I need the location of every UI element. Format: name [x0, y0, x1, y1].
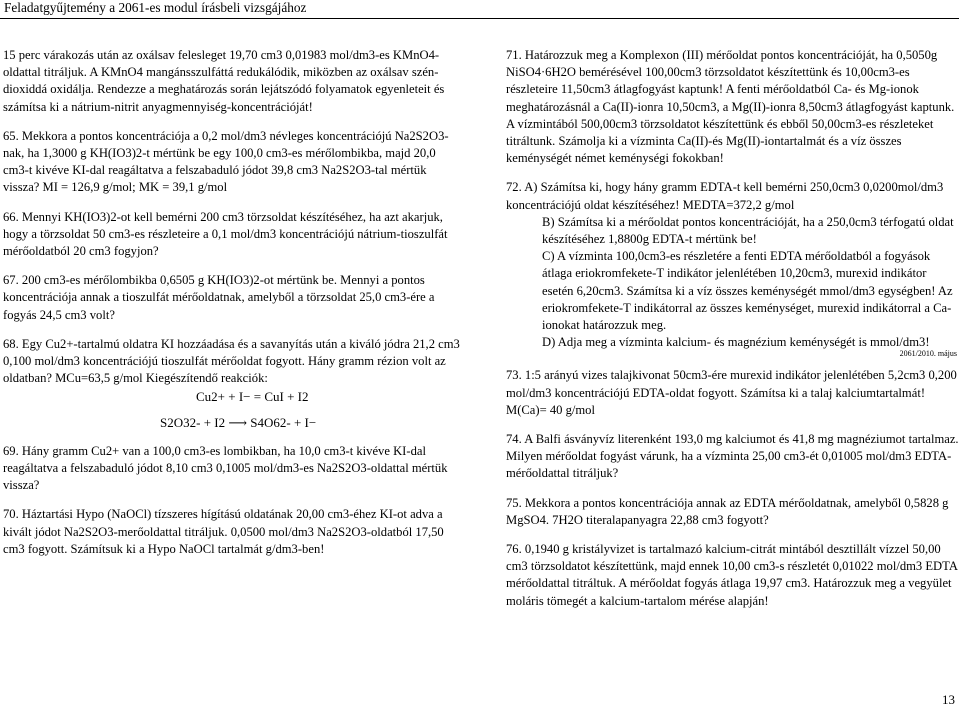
- reaction-equation-2: S2O32- + I2 ⟶ S4O62- + I−: [160, 414, 317, 430]
- header-rule: [0, 18, 959, 19]
- exam-date: 2061/2010. május: [899, 349, 957, 359]
- exercise-75: 75. Mekkora a pontos koncentrációja annak az EDTA mérőoldatnak, amelyből 0,5828 g MgSO4. 7H2O titeralapanyagra 22,88 cm3 fogyott?: [506, 495, 949, 527]
- exercise-76: 76. 0,1940 g kristályvizet is tartalmazó kalcium-citrát mintából desztillált vízzel 50,00 cm3 törzsoldatot készítettünk, majd ennek 10,00 cm3-s részletét 0,01022 mol/dm3 EDTA mérőoldattal titráltuk. A mérőoldat fogyás átlaga 19,97 cm3. Határozzuk meg a vegyület moláris tömegét a kalcium-tartalom mérése alapján!: [506, 542, 958, 608]
- exercise-70: 70. Háztartási Hypo (NaOCl) tízszeres hígítású oldatának 20,00 cm3-éhez KI-ot adva a kivált jódot Na2S2O3-merőoldattal titráljuk. 0,0500 mol/dm3 Na2S2O3-oldatból 17,50 cm3 fogyott. Számítsuk ki a Hypo NaOCl tartalmát g/dm3-ben!: [3, 507, 444, 556]
- exercise-72b: B) Számítsa ki a mérőoldat pontos koncentrációját, ha a 250,0cm3 térfogatú oldat készítéséhez 1,8800g EDTA-t mértünk be!: [542, 214, 954, 247]
- right-column: [506, 47, 959, 622]
- exercise-68: 68. Egy Cu2+-tartalmú oldatra KI hozzáadása és a savanyítás után a kiváló jódra 21,2 cm3 0,100 mol/dm3 koncentrációjú tioszulfát mérőoldat fogyott. Hány gramm rézion volt az oldatban? MCu=63,5 g/mol Kiegészítendő reakciók:: [3, 336, 460, 386]
- exercise-65: 65. Mekkora a pontos koncentrációja a 0,2 mol/dm3 névleges koncentrációjú Na2S2O3-nak, ha 1,3000 g KH(IO3)2-t mértünk be egy 100,0 cm3-es mérőlombikba, majd 20,0 cm3-t kivéve KI-dal reagáltatva a felszabaduló jódot 39,8 cm3 Na2S2O3-tal mértük vissza? MI = 126,9 g/mol; MK = 39,1 g/mol: [3, 128, 449, 195]
- exercise-72c: C) A vízminta 100,0cm3-es részletére a fenti EDTA mérőoldatból a fogyások átlaga eriokromfekete-T indikátor jelenlétében 10,20cm3, murexid indikátor esetén 6,20cm3. Számítsa ki a víz összes keménységét mmol/dm3 egységben! Az eriokromfekete-T indikátorral az összes keménységet, murexid indikátorral a Ca-ionokat határozzuk meg.: [542, 249, 953, 333]
- exercise-66: 66. Mennyi KH(IO3)2-ot kell bemérni 200 cm3 törzsoldat készítéséhez, ha azt akarjuk, hogy a törzsoldat 50 cm3-es részleteire a 0,1 mol/dm3 koncentrációjú nátrium-tioszulfát mérőoldatból 20 cm3 fogyjon?: [3, 209, 448, 259]
- document-header: Feladatgyűjtemény a 2061-es modul írásbeli vizsgájához: [4, 0, 307, 15]
- reaction-equation-1: Cu2+ + I− = CuI + I2: [196, 389, 309, 405]
- left-column: [3, 47, 462, 570]
- exercise-72d: D) Adja meg a vízminta kalcium- és magnézium keménységét is mmol/dm3!: [542, 335, 930, 350]
- exercise-69: 69. Hány gramm Cu2+ van a 100,0 cm3-es lombikban, ha 10,0 cm3-t kivéve KI-dal reagáltatva a felszabaduló jódot 8,10 cm3 0,1005 mol/dm3-es Na2S2O3-oldattal mértük vissza?: [3, 443, 448, 493]
- exercise-72a: 72. A) Számítsa ki, hogy hány gramm EDTA-t kell bemérni 250,0cm3 0,0200mol/dm3 koncentrációjú oldat készítéséhez! MEDTA=372,2 g/mol: [506, 180, 944, 212]
- exercise-73: 73. 1:5 arányú vizes talajkivonat 50cm3-ére murexid indikátor jelenlétében 5,2cm3 0,200 mol/dm3 koncentrációjú EDTA-oldat fogyott. Számítsa ki a talaj kalciumtartalmát! M(Ca)= 40 g/mol: [506, 368, 957, 417]
- exercise-71: 71. Határozzuk meg a Komplexon (III) mérőoldat pontos koncentrációját, ha 0,5050g NiSO4·6H2O bemérésével 100,00cm3 törzsoldatot készítettünk és 10,00cm3-es részleteire 11,50cm3 átlagfogyást kaptunk! A fenti mérőoldatból Ca- és Mg-ionok meghatározásnál a Ca(II)-ionra 10,50cm3, a Mg(II)-ionra 8,50cm3 átlagfogyást kaptunk. A vízmintából 500,00cm3 törzsoldatot készítettünk és ebből 50,00cm3-es részleteket titráltunk. Számolja ki a vízminta Ca(II)-és Mg(II)-iontartalmát és a víz összes keménységét német keménységi fokokban!: [506, 48, 955, 166]
- page-number: 13: [942, 692, 955, 707]
- exercise-67: 67. 200 cm3-es mérőlombikba 0,6505 g KH(IO3)2-ot mértünk be. Mennyi a pontos koncentrációja annak a tioszulfát mérőoldatnak, amelyből a törzsoldat 25,0 cm3-ére a fogyás 24,5 cm3 volt?: [3, 273, 435, 322]
- exercise-74: 74. A Balfi ásványvíz literenként 193,0 mg kalciumot és 41,8 mg magnéziumot tartalmaz. Milyen mérőoldat fogyást várunk, ha a vízminta 25,00 cm3-ét 0,01005 mol/dm3 EDTA-mérőoldattal titráljuk?: [506, 432, 959, 481]
- exercise-64-end: 15 perc várakozás után az oxálsav felesleget 19,70 cm3 0,01983 mol/dm3-es KMnO4-oldattal titráljuk. A KMnO4 mangánsszulfáttá redukálódik, miközben az oxálsav szén-dioxiddá oxidálja. Rendezze a meghatározás során lejátszódó folyamatok egyenleteit és számítsa ki a nátrium-nitrit anyagmennyiség-koncentrációját!: [3, 48, 445, 114]
